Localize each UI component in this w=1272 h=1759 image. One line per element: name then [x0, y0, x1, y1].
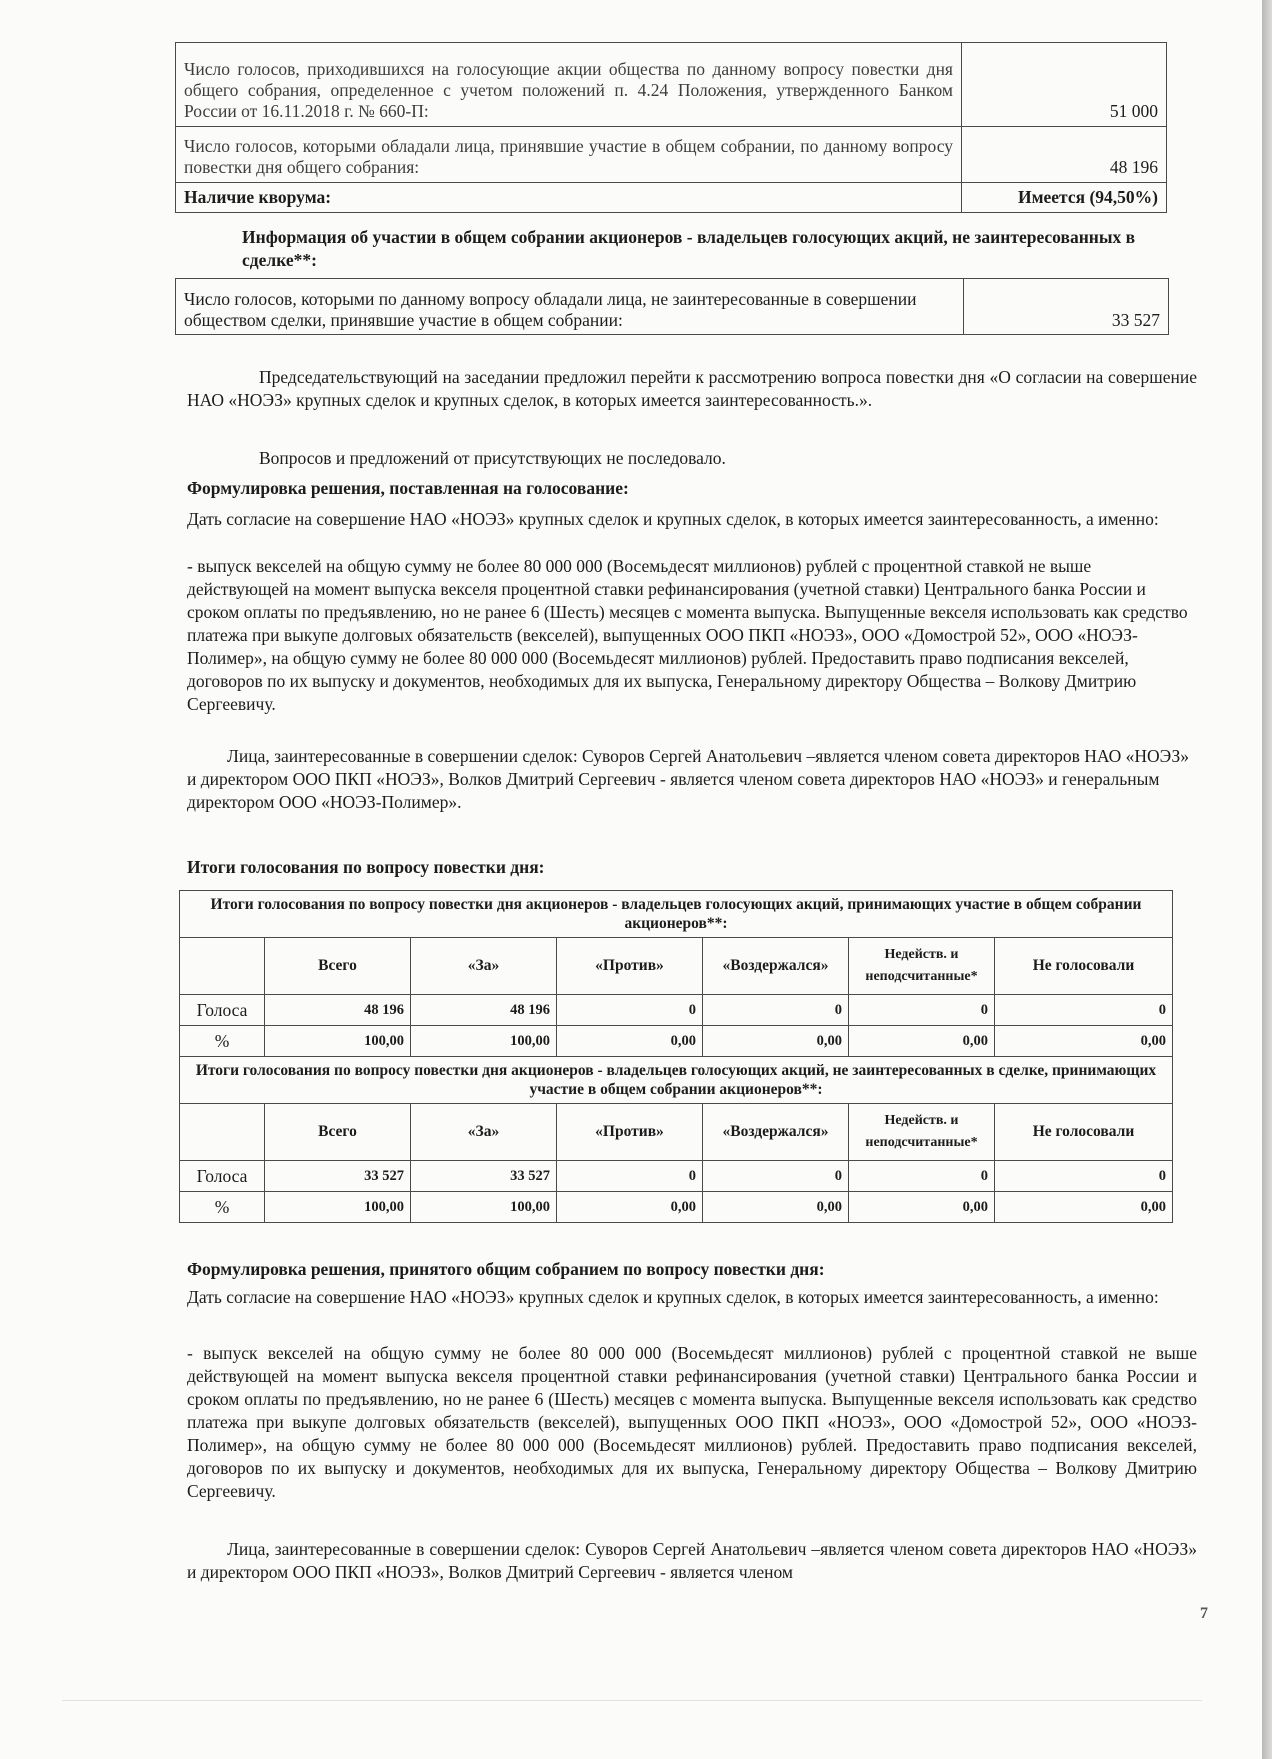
cell-value: 48 196 [265, 995, 411, 1026]
column-header-abstained: «Воздержался» [703, 1104, 849, 1161]
column-header-not-voted: Не голосовали [995, 938, 1173, 995]
proposal-persons: Лица, заинтересованные в совершении сделок: Суворов Сергей Анатольевич –является членом совета директоров НАО «НОЭЗ» и директором ООО ПКП «НОЭЗ», Волков Дмитрий Сергеевич - является членом совета директоров НАО «НОЭЗ» и генеральным директором ООО «НОЭЗ-Полимер». [187, 746, 1189, 812]
cell-value: 0 [849, 995, 995, 1026]
cell-value: 0 [995, 995, 1173, 1026]
row-label-votes: Голоса [180, 1161, 265, 1192]
row-label-percent: % [180, 1026, 265, 1057]
quorum-value: Имеется (94,50%) [962, 183, 1167, 213]
chair-paragraph: Председательствующий на заседании предложил перейти к рассмотрению вопроса повестки дня «О согласии на совершение НАО «НОЭЗ» крупных сделок и крупных сделок, в которых имеется заинтересованность.». [187, 367, 1197, 410]
column-header-blank [180, 938, 265, 995]
cell-value: 0 [557, 995, 703, 1026]
column-header-total: Всего [265, 1104, 411, 1161]
no-questions-paragraph: Вопросов и предложений от присутствующих не последовало. [259, 448, 726, 468]
column-header-not-voted: Не голосовали [995, 1104, 1173, 1161]
cell-value: 33 527 [411, 1161, 557, 1192]
cell-value: 0 [849, 1161, 995, 1192]
votes-total-value: 51 000 [962, 43, 1167, 127]
cell-value: 0,00 [703, 1192, 849, 1223]
decision-intro: Дать согласие на совершение НАО «НОЭЗ» крупных сделок и крупных сделок, в которых имеется заинтересованность, а именно: [187, 1287, 1159, 1307]
uninterested-table [175, 278, 1169, 335]
votes-total-label: Число голосов, приходившихся на голосующие акции общества по данному вопросу повестки дня общего собрания, определенное с учетом положений п. 4.24 Положения, утвержденного Банком России от 16.11.2018 г. № 660-П: [176, 43, 962, 127]
cell-value: 0,00 [995, 1192, 1173, 1223]
decision-heading: Формулировка решения, принятого общим собранием по вопросу повестки дня: [187, 1259, 825, 1279]
column-header-invalid: Недейств. и неподсчитанные* [849, 1104, 995, 1161]
cell-value: 0,00 [557, 1192, 703, 1223]
proposal-intro: Дать согласие на совершение НАО «НОЭЗ» крупных сделок и крупных сделок, в которых имеется заинтересованность, а именно: [187, 509, 1159, 529]
cell-value: 100,00 [265, 1026, 411, 1057]
cell-value: 0 [995, 1161, 1173, 1192]
cell-value: 0,00 [995, 1026, 1173, 1057]
cell-value: 0,00 [849, 1192, 995, 1223]
column-header-invalid: Недейств. и неподсчитанные* [849, 938, 995, 995]
votes-participants-value: 48 196 [962, 127, 1167, 183]
cell-value: 0 [703, 1161, 849, 1192]
page-number: 7 [1200, 1605, 1208, 1622]
cell-value: 100,00 [411, 1192, 557, 1223]
votes-participants-label: Число голосов, которыми обладали лица, принявшие участие в общем собрании, по данному вопросу повестки дня общего собрания: [176, 127, 962, 183]
voting-results-table [179, 890, 1173, 1223]
cell-value: 0 [703, 995, 849, 1026]
uninterested-value: 33 527 [964, 279, 1169, 335]
proposal-heading: Формулировка решения, поставленная на голосование: [187, 478, 629, 498]
table-row [180, 1026, 1173, 1057]
divider [62, 1700, 1202, 1701]
table-row [180, 1161, 1173, 1192]
decision-persons: Лица, заинтересованные в совершении сделок: Суворов Сергей Анатольевич –является членом совета директоров НАО «НОЭЗ» и директором ООО ПКП «НОЭЗ», Волков Дмитрий Сергеевич - является членом [187, 1539, 1197, 1582]
info-heading: Информация об участии в общем собрании акционеров - владельцев голосующих акций, не заинтересованных в сделке**: [242, 227, 1136, 270]
row-label-percent: % [180, 1192, 265, 1223]
results-caption-2: Итоги голосования по вопросу повестки дня акционеров - владельцев голосующих акций, не заинтересованных в сделке, принимающих участие в общем собрании акционеров**: [180, 1057, 1173, 1104]
uninterested-label: Число голосов, которыми по данному вопросу обладали лица, не заинтересованные в совершении обществом сделки, принявшие участие в общем собрании: [176, 279, 964, 335]
column-header-blank [180, 1104, 265, 1161]
quorum-label: Наличие кворума: [176, 183, 962, 213]
decision-body: - выпуск векселей на общую сумму не более 80 000 000 (Восемьдесят миллионов) рублей с процентной ставкой не выше действующей на момент выпуска векселя процентной ставки рефинансирования (учетной ставки) Центрального банка России и сроком оплаты по предъявлению, но не ранее 6 (Шесть) месяцев с момента выпуска. Выпущенные векселя использовать как средство платежа при выкупе долговых обязательств (векселей), выпущенных ООО ПКП «НОЭЗ», ООО «Домострой 52», ООО «НОЭЗ-Полимер», на общую сумму не более 80 000 000 (Восемьдесят миллионов) рублей. Предоставить право подписания векселей, договоров по их выпуску и документов, необходимых для их выпуска, Генеральному директору Общества – Волкову Дмитрию Сергеевичу. [187, 1343, 1197, 1501]
cell-value: 0,00 [557, 1026, 703, 1057]
column-header-for: «За» [411, 938, 557, 995]
column-header-total: Всего [265, 938, 411, 995]
results-caption-1: Итоги голосования по вопросу повестки дня акционеров - владельцев голосующих акций, принимающих участие в общем собрании акционеров**: [180, 891, 1173, 938]
column-header-for: «За» [411, 1104, 557, 1161]
cell-value: 100,00 [411, 1026, 557, 1057]
cell-value: 0 [557, 1161, 703, 1192]
column-header-abstained: «Воздержался» [703, 938, 849, 995]
table-row [180, 995, 1173, 1026]
column-header-against: «Против» [557, 1104, 703, 1161]
results-heading: Итоги голосования по вопросу повестки дня: [187, 857, 545, 877]
column-header-against: «Против» [557, 938, 703, 995]
cell-value: 0,00 [703, 1026, 849, 1057]
row-label-votes: Голоса [180, 995, 265, 1026]
proposal-body: - выпуск векселей на общую сумму не более 80 000 000 (Восемьдесят миллионов) рублей с процентной ставкой не выше действующей на момент выпуска векселя процентной ставки рефинансирования (учетной ставки) Центрального банка России и сроком оплаты по предъявлению, но не ранее 6 (Шесть) месяцев с момента выпуска. Выпущенные векселя использовать как средство платежа при выкупе долговых обязательств (векселей), выпущенных ООО ПКП «НОЭЗ», ООО «Домострой 52», ООО «НОЭЗ-Полимер», на общую сумму не более 80 000 000 (Восемьдесят миллионов) рублей. Предоставить право подписания векселей, договоров по их выпуску и документов, необходимых для их выпуска, Генеральному директору Общества – Волкову Дмитрию Сергеевичу. [187, 556, 1188, 714]
cell-value: 33 527 [265, 1161, 411, 1192]
quorum-table [175, 42, 1167, 213]
cell-value: 48 196 [411, 995, 557, 1026]
table-row [180, 1192, 1173, 1223]
cell-value: 100,00 [265, 1192, 411, 1223]
cell-value: 0,00 [849, 1026, 995, 1057]
page-edge [1262, 0, 1272, 1759]
